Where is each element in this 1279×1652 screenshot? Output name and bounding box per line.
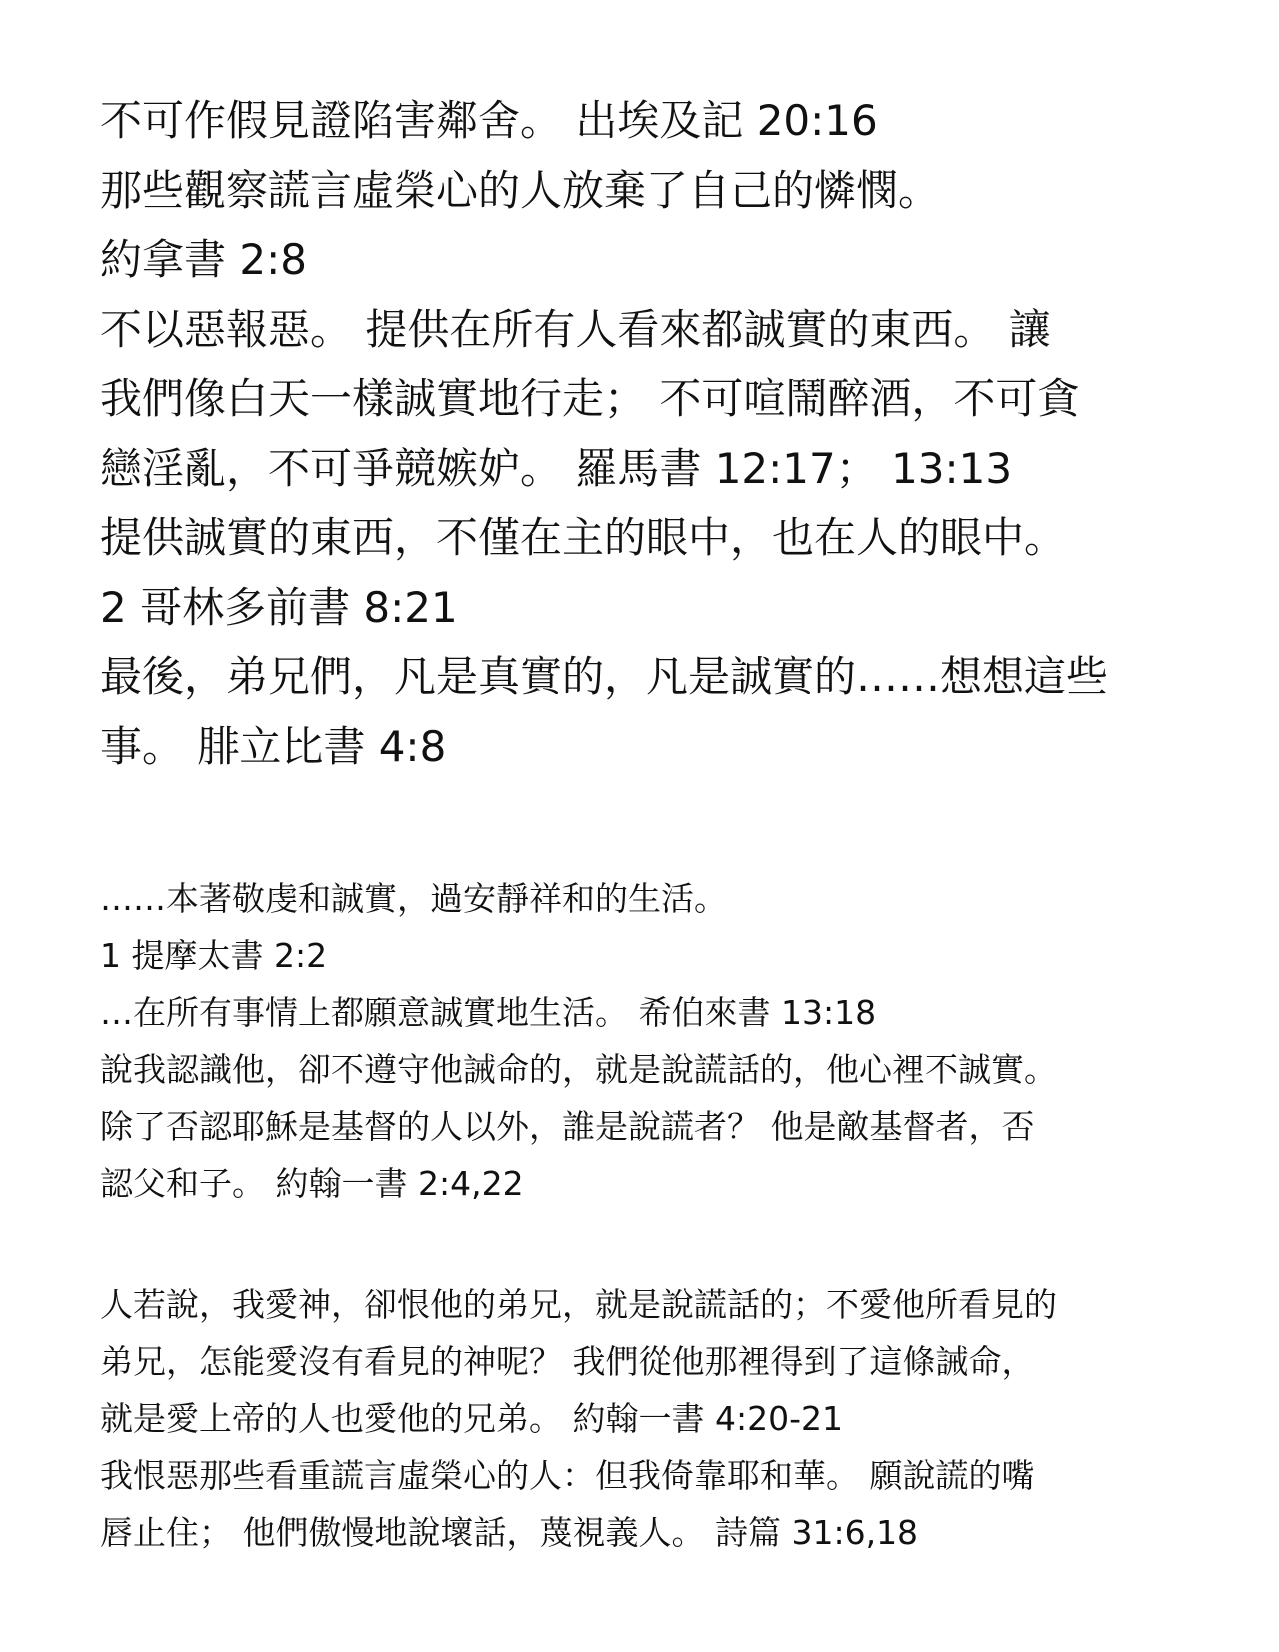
text-line: 1 提摩太書 2:2 xyxy=(100,936,328,975)
text-line: 說我認識他，卻不遵守他誡命的，就是說謊話的，他心裡不誠實。 xyxy=(100,1050,1057,1089)
small-text-section-2 xyxy=(100,1276,1057,1561)
text-line: 戀淫亂，不可爭競嫉妒。 羅馬書 12:17； 13:13 xyxy=(100,443,1013,493)
text-line: 就是愛上帝的人也愛他的兄弟。 約翰一書 4:20-21 xyxy=(100,1399,843,1438)
text-line: 不以惡報惡。 提供在所有人看來都誠實的東西。 讓 xyxy=(100,304,1051,354)
text-line: 我恨惡那些看重謊言虛榮心的人：但我倚靠耶和華。 願說謊的嘴 xyxy=(100,1456,1035,1495)
text-line: ……本著敬虔和誠實，過安靜祥和的生活。 xyxy=(100,879,727,918)
text-line: 我們像白天一樣誠實地行走； 不可喧鬧醉酒，不可貪 xyxy=(100,374,1080,423)
text-line: 那些觀察謊言虛榮心的人放棄了自己的憐憫。 xyxy=(100,165,941,215)
text-line: 2 哥林多前書 8:21 xyxy=(100,582,458,632)
large-text-section xyxy=(100,86,1108,781)
text-line: 約拿書 2:8 xyxy=(100,235,307,284)
text-line: 不可作假見證陷害鄰舍。 出埃及記 20:16 xyxy=(100,96,878,145)
text-line: 認父和子。 約翰一書 2:4,22 xyxy=(100,1164,524,1203)
text-line: 人若說，我愛神，卻恨他的弟兄，就是說謊話的；不愛他所看見的 xyxy=(100,1285,1057,1324)
small-text-section xyxy=(100,870,1057,1212)
text-line: 最後，弟兄們，凡是真實的，凡是誠實的……想想這些 xyxy=(100,652,1109,701)
text-line: 弟兄，怎能愛沒有看見的神呢？ 我們從他那裡得到了這條誡命， xyxy=(100,1342,1035,1381)
text-line: …在所有事情上都願意誠實地生活。 希伯來書 13:18 xyxy=(100,993,877,1032)
text-line: 除了否認耶穌是基督的人以外，誰是說謊者？ 他是敵基督者，否 xyxy=(100,1107,1035,1146)
text-line: 唇止住； 他們傲慢地說壞話，蔑視義人。 詩篇 31:6,18 xyxy=(100,1513,919,1552)
text-line: 提供誠實的東西，不僅在主的眼中，也在人的眼中。 xyxy=(100,513,1067,562)
text-line: 事。 腓立比書 4:8 xyxy=(100,721,447,771)
